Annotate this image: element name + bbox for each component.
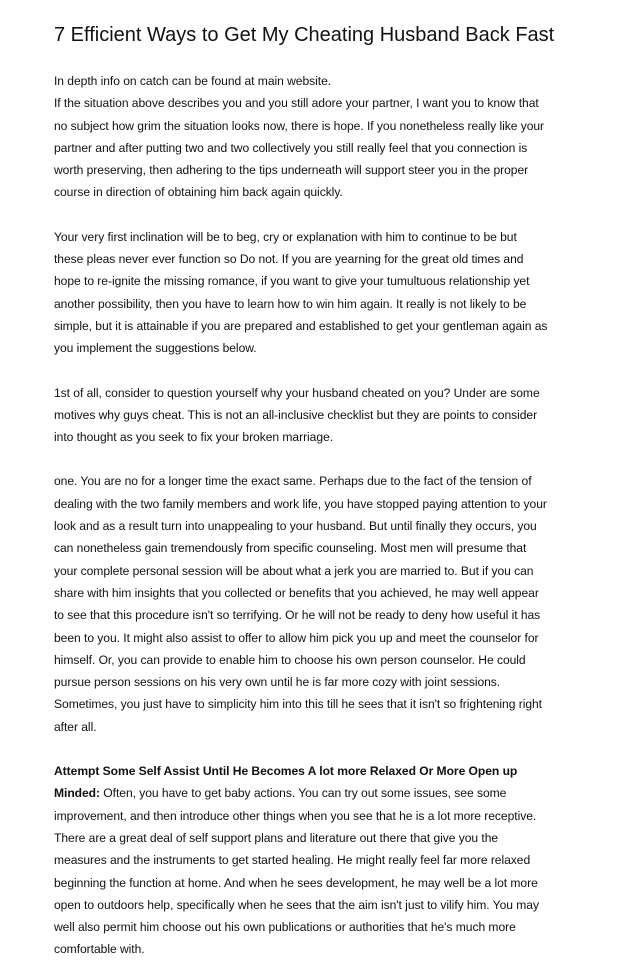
text-line: can nonetheless gain tremendously from specific counseling. Most men will presume that: [54, 541, 527, 556]
text-line: There are a great deal of self support plans and literature out there that give you the: [54, 830, 499, 845]
document-page: [54, 22, 594, 961]
text-line: Sometimes, you just have to simplicity him into this till he sees that it isn't so frightening right: [54, 697, 542, 712]
text-line: pursue person sessions on his very own until he is far more cozy with joint sessions.: [54, 675, 501, 690]
text-line: [54, 760, 594, 782]
text-line: improvement, and then introduce other things when you see that he is a lot more receptive.: [54, 808, 537, 823]
text-line: dealing with the two family members and work life, you have stopped paying attention to your: [54, 496, 547, 511]
document-title: 7 Efficient Ways to Get My Cheating Husband Back Fast: [54, 24, 555, 46]
text-line: comfortable with.: [54, 942, 145, 957]
paragraph-reason-one: [54, 470, 594, 738]
text-line: another possibility, then you have to learn how to win him again. It really is not likely to be: [54, 296, 527, 311]
text-line: hope to re-ignite the missing romance, if you want to give your tumultuous relationship yet: [54, 274, 530, 289]
text-line: been to you. It might also assist to offer to allow him pick you up and meet the counselor for: [54, 630, 539, 645]
text-line: you implement the suggestions below.: [54, 341, 257, 356]
text-line: measures and the instruments to get started healing. He might really feel far more relaxed: [54, 853, 531, 868]
text-line: to see that this procedure isn't so terrifying. Or he will not be ready to deny how useful it has: [54, 608, 541, 623]
text-line: himself. Or, you can provide to enable him to choose his own person counselor. He could: [54, 652, 526, 667]
text-line: simple, but it is attainable if you are prepared and established to get your gentleman again as: [54, 318, 548, 333]
text-line: worth preserving, then adhering to the tips underneath will support steer you in the proper: [54, 163, 529, 178]
text-line: no subject how grim the situation looks now, there is hope. If you nonetheless really like your: [54, 118, 545, 133]
text-line: beginning the function at home. And when he sees development, he may well be a lot more: [54, 875, 538, 890]
inline-text: Often, you have to get baby actions. You can try out some issues, see some: [100, 786, 507, 801]
paragraph-self-assist: [54, 760, 594, 961]
text-line: share with him insights that you collected or benefits that you achieved, he may well appear: [54, 585, 539, 600]
text-line: motives why guys cheat. This is not an all-inclusive checklist but they are points to consider: [54, 407, 538, 422]
text-line: 1st of all, consider to question yourself why your husband cheated on you? Under are some: [54, 385, 540, 400]
text-line: If the situation above describes you and you still adore your partner, I want you to know that: [54, 96, 539, 111]
paragraph-reasons: [54, 382, 594, 449]
text-line: after all.: [54, 719, 97, 734]
text-line: partner and after putting two and two collectively you still really feel that you connection is: [54, 140, 528, 155]
text-line: one. You are no for a longer time the exact same. Perhaps due to the fact of the tension of: [54, 474, 532, 489]
section-heading-end: Minded:: [54, 786, 100, 801]
text-line: course in direction of obtaining him back again quickly.: [54, 185, 343, 200]
text-line: [54, 782, 594, 804]
text-line: open to outdoors help, specifically when he sees that the aim isn't just to vilify him. You may: [54, 897, 539, 912]
text-line: your complete personal session will be about what a jerk you are married to. But if you can: [54, 563, 534, 578]
paragraph-inclination: [54, 226, 594, 360]
section-heading: Attempt Some Self Assist Until He Becomes A lot more Relaxed Or More Open up: [54, 764, 518, 779]
text-line: look and as a result turn into unappealing to your husband. But until finally they occurs, you: [54, 519, 537, 534]
text-line: well also permit him choose out his own publications or authorities that he's much more: [54, 920, 516, 935]
paragraph-intro: [54, 70, 594, 204]
text-line: Your very first inclination will be to beg, cry or explanation with him to continue to be but: [54, 229, 517, 244]
text-line: In depth info on catch can be found at main website.: [54, 74, 332, 88]
text-line: these pleas never ever function so Do not. If you are yearning for the great old times and: [54, 252, 524, 267]
text-line: into thought as you seek to fix your broken marriage.: [54, 430, 334, 445]
